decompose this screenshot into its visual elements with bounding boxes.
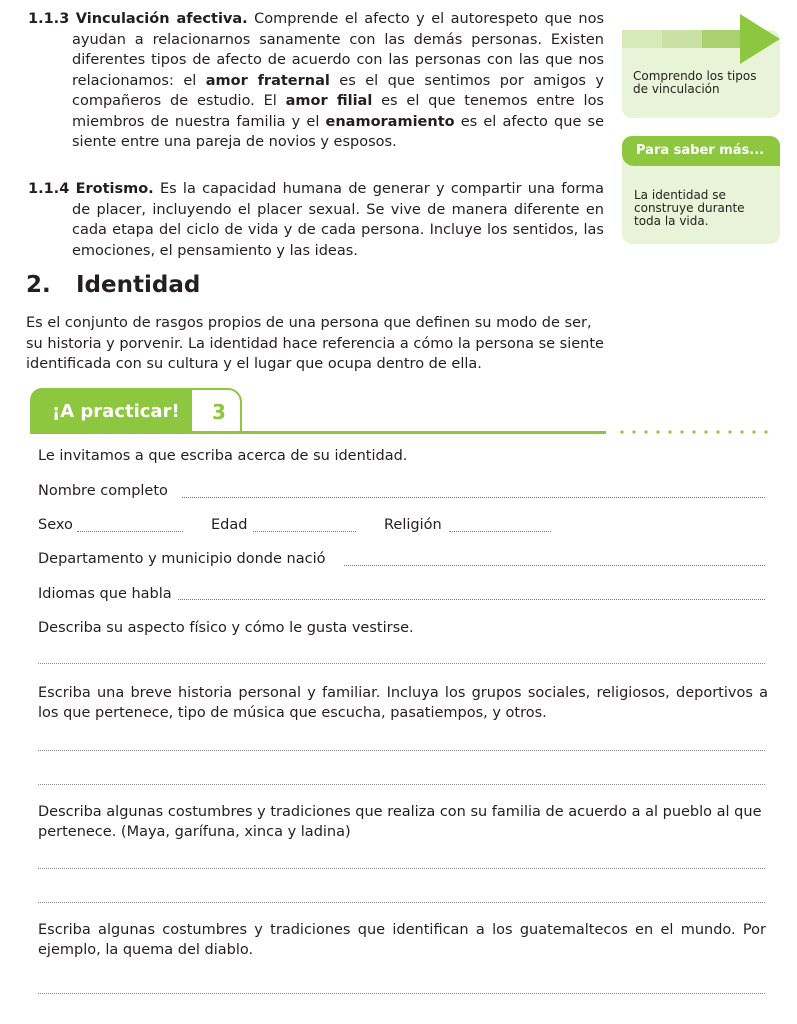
costumbres-prompt: Describa algunas costumbres y tradiciones que realiza con su familia de acuerdo a al pueblo al que pertenece. (Maya, garífuna, xinca y ladina) (38, 804, 762, 840)
religion-field[interactable] (449, 530, 551, 532)
nombre-label: Nombre completo (38, 483, 168, 499)
historia-answer-line[interactable] (38, 784, 765, 785)
arrow-note-text: Comprendo los tipos de vinculación (633, 69, 757, 96)
bold-term: amor fraternal (205, 72, 330, 89)
section-erotismo (28, 179, 604, 261)
guatemaltecos-answer-line[interactable] (38, 993, 765, 994)
idiomas-label: Idiomas que habla (38, 586, 172, 602)
section-number: 1.1.4 (28, 181, 70, 197)
departamento-field[interactable] (344, 564, 765, 566)
practicar-rule (30, 431, 606, 434)
form-intro: Le invitamos a que escriba acerca de su identidad. (38, 448, 408, 464)
aspecto-prompt: Describa su aspecto físico y cómo le gusta vestirse. (38, 620, 414, 636)
text: Es la capacidad humana de generar y compartir una forma de placer, incluyendo el placer sexual. Se vive de manera diferente en cada etapa del ciclo de vida y de cada persona. Incluye los sentidos, las emociones, el pensamiento y las ideas. (72, 181, 604, 259)
text: es el que tenemos entre los miembros de nuestra familia y el (72, 93, 604, 130)
practicar-number: 3 (192, 388, 242, 432)
saber-mas-title: Para saber más... (636, 143, 765, 158)
edad-label: Edad (211, 517, 248, 533)
nombre-field[interactable] (182, 496, 765, 498)
arrow-right-icon (622, 14, 782, 66)
sexo-label: Sexo (38, 517, 73, 533)
bold-term: amor filial (285, 93, 373, 109)
section-number: 1.1.3 (28, 11, 70, 27)
section-title: Vinculación afectiva. (75, 11, 248, 27)
heading-title: Identidad (76, 272, 201, 298)
edad-field[interactable] (253, 530, 356, 532)
historia-prompt: Escriba una breve historia personal y familiar. Incluya los grupos sociales, religiosos, deportivos a los que pertenece, tipo de música que escucha, pasatiempos, y otros. (38, 685, 768, 721)
section-vinculacion (28, 9, 604, 153)
heading-identidad (26, 272, 200, 298)
departamento-label: Departamento y municipio donde nació (38, 551, 326, 567)
sexo-field[interactable] (77, 530, 183, 532)
practicar-dots (616, 430, 776, 434)
idiomas-field[interactable] (178, 598, 765, 600)
bold-term: enamoramiento (325, 113, 455, 130)
text: Comprende el afecto y el autorespeto que nos ayudan a relacionarnos sanamente con las demás personas. Existen diferentes tipos de afecto de acuerdo con las personas con las que nos relacionamos: el (72, 11, 605, 89)
costumbres-answer-line[interactable] (38, 902, 765, 903)
text: es el afecto que se siente entre una pareja de novios y esposos. (72, 113, 605, 150)
section-title: Erotismo. (75, 181, 154, 197)
text: es el que sentimos por amigos y compañeros de estudio. El (72, 72, 604, 109)
religion-label: Religión (384, 517, 442, 533)
aspecto-answer-line[interactable] (38, 663, 765, 664)
historia-answer-line[interactable] (38, 750, 765, 751)
guatemaltecos-prompt: Escriba algunas costumbres y tradiciones que identifican a los guatemaltecos en el mundo. Por ejemplo, la quema del diablo. (38, 922, 766, 958)
costumbres-answer-line[interactable] (38, 868, 765, 869)
identidad-text: Es el conjunto de rasgos propios de una persona que definen su modo de ser, su historia y porvenir. La identidad hace referencia a cómo la persona se siente identificada con su cultura y el lugar que ocupa dentro de ella. (26, 315, 604, 372)
practicar-tab: ¡A practicar! (30, 388, 192, 432)
saber-mas-text: La identidad se construye durante toda la vida. (634, 188, 745, 228)
heading-number: 2. (26, 272, 51, 298)
